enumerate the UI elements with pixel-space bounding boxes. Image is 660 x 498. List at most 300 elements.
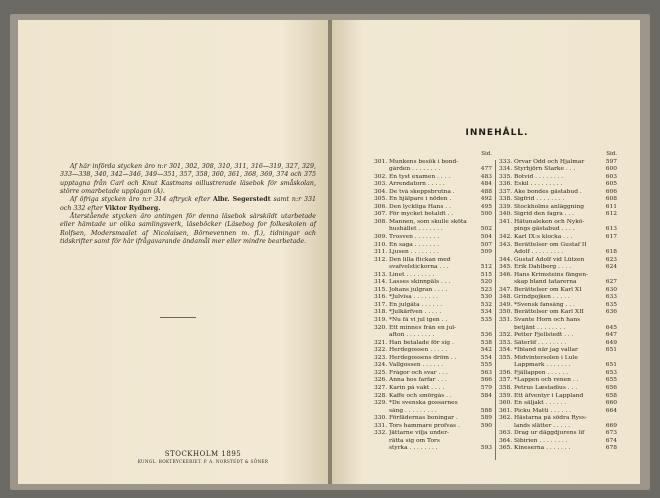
contents-entry bbox=[499, 279, 617, 287]
contents-entry bbox=[499, 159, 617, 167]
entry-page: 566 bbox=[480, 377, 492, 384]
contents-entry bbox=[499, 234, 617, 242]
entry-number: 357. bbox=[499, 377, 513, 384]
entry-page: 653 bbox=[605, 369, 617, 376]
entry-title: *De svenska gossarnes bbox=[389, 400, 458, 407]
note-text: Af öfriga stycken äro n:r 314 aftryck efter bbox=[70, 196, 210, 204]
entry-title: Stockholms anläggning bbox=[514, 203, 585, 210]
contents-entry bbox=[374, 362, 492, 370]
entry-title: Berättelser om Gustaf II bbox=[514, 241, 587, 248]
contents-entry bbox=[499, 264, 617, 272]
contents-entry bbox=[499, 181, 617, 189]
entry-page bbox=[478, 400, 492, 408]
entry-number: 335. bbox=[499, 173, 513, 180]
entry-page: 651 bbox=[605, 362, 617, 369]
entry-title: Picku Matti . . . . . . bbox=[514, 407, 572, 414]
entry-number: 334. bbox=[499, 166, 513, 173]
entry-title: Karl IX:s klocka . . . bbox=[514, 234, 573, 241]
entry-number: 304. bbox=[374, 188, 388, 195]
entry-number: 338. bbox=[499, 196, 513, 203]
contents-entry bbox=[499, 242, 617, 250]
entry-number: 331. bbox=[374, 422, 388, 429]
entry-page: 635 bbox=[605, 301, 617, 308]
contents-entry bbox=[374, 257, 492, 265]
entry-title: svafvelstickorna . . . bbox=[389, 264, 449, 271]
contents-entry bbox=[499, 362, 617, 370]
entry-number: 365. bbox=[499, 445, 513, 452]
contents-entry bbox=[374, 294, 492, 302]
entry-number: 364. bbox=[499, 437, 513, 444]
entry-title: *Nu få vi jul igen . . bbox=[389, 317, 448, 324]
entry-page: 630 bbox=[605, 286, 617, 293]
entry-title: Drag ur däggdjurens lif bbox=[514, 430, 585, 437]
contents-entry bbox=[499, 226, 617, 234]
entry-number: 328. bbox=[374, 392, 388, 399]
entry-title: Orvar Odd och Hjalmar bbox=[514, 158, 585, 165]
contents-entry bbox=[374, 204, 492, 212]
entry-page: 504 bbox=[480, 234, 492, 241]
entry-title: Sigrid den fagra . . . bbox=[514, 211, 574, 218]
entry-number: 340. bbox=[499, 211, 513, 218]
entry-page: 495 bbox=[480, 203, 492, 210]
entry-number: 361. bbox=[499, 407, 513, 414]
contents-entry bbox=[374, 393, 492, 401]
entry-page: 535 bbox=[480, 317, 492, 324]
contents-entry bbox=[374, 196, 492, 204]
entry-number: 329. bbox=[374, 400, 388, 407]
contents-entry bbox=[499, 302, 617, 310]
entry-number: 321. bbox=[374, 339, 388, 346]
contents-entry bbox=[499, 438, 617, 446]
entry-page: 589 bbox=[480, 415, 492, 422]
contents-entry bbox=[499, 385, 617, 393]
author-rydberg: Viktor Rydberg. bbox=[104, 204, 161, 212]
entry-title: rätta sig om Tors bbox=[389, 437, 440, 444]
imprint bbox=[118, 450, 288, 464]
entry-title: Förfädernas boningar . bbox=[389, 415, 458, 422]
entry-page: 606 bbox=[605, 188, 617, 195]
entry-page bbox=[603, 242, 617, 250]
contents-entry bbox=[374, 242, 492, 250]
entry-page: 590 bbox=[480, 422, 492, 429]
contents-entry bbox=[499, 415, 617, 423]
column-divider bbox=[495, 160, 496, 460]
entry-number: 346. bbox=[499, 271, 513, 278]
entry-title: Sibirien . . . . . . . . bbox=[514, 437, 568, 444]
contents-entry bbox=[374, 181, 492, 189]
entry-page: 536 bbox=[480, 332, 492, 339]
contents-entry bbox=[374, 211, 492, 219]
entry-title: Säterlif . . . . . . . . bbox=[514, 339, 567, 346]
entry-page: 523 bbox=[480, 286, 492, 293]
contents-entry bbox=[374, 370, 492, 378]
entry-page bbox=[478, 159, 492, 167]
entry-page: 502 bbox=[480, 226, 492, 233]
entry-page: 658 bbox=[605, 392, 617, 399]
entry-title: Hästarna på södra Ryss- bbox=[514, 415, 587, 422]
contents-entry bbox=[499, 393, 617, 401]
entry-number: 332. bbox=[374, 430, 388, 437]
entry-title: sång . . . . . . . . . bbox=[389, 407, 437, 414]
entry-page: 624 bbox=[605, 264, 617, 271]
contents-entry bbox=[499, 204, 617, 212]
entry-title: Ett minnes från en jul- bbox=[389, 324, 457, 331]
contents-entry bbox=[499, 445, 617, 453]
entry-title: Johans julgran . . . . bbox=[389, 286, 448, 293]
entry-page bbox=[603, 219, 617, 227]
entry-title: Berättelser om Karl XI bbox=[514, 286, 582, 293]
book bbox=[10, 14, 650, 490]
entry-page: 669 bbox=[605, 422, 617, 429]
entry-number: 301. bbox=[374, 158, 388, 165]
entry-title: Frågor och svar . . . bbox=[389, 369, 448, 376]
entry-page: 660 bbox=[605, 400, 617, 407]
entry-title: Kineserna . . . . . . . bbox=[514, 445, 571, 452]
entry-page: 584 bbox=[480, 392, 492, 399]
entry-page: 600 bbox=[605, 166, 617, 173]
entry-title: skap bland tatarerna bbox=[514, 279, 577, 286]
entry-title: lands slätter . . . . . bbox=[514, 422, 571, 429]
divider-rule bbox=[160, 317, 196, 318]
entry-number: 337. bbox=[499, 188, 513, 195]
contents-entry bbox=[374, 302, 492, 310]
contents-entry bbox=[374, 340, 492, 348]
entry-page: 554 bbox=[480, 354, 492, 361]
contents-entry bbox=[499, 347, 617, 355]
page-column-label: Sid. bbox=[606, 151, 617, 157]
note-text: samt n:r 331 och 332 efter bbox=[60, 196, 316, 212]
contents-entry bbox=[499, 317, 617, 325]
contents-entry bbox=[499, 430, 617, 438]
entry-number: 320. bbox=[374, 324, 388, 331]
source-note bbox=[60, 163, 316, 246]
entry-title: Kaffe och smörgås . . bbox=[389, 392, 452, 399]
contents-entry bbox=[499, 370, 617, 378]
entry-page: 674 bbox=[605, 437, 617, 444]
entry-number: 303. bbox=[374, 181, 388, 188]
contents-entry bbox=[374, 226, 492, 234]
entry-number: 355. bbox=[499, 354, 513, 361]
entry-number: 319. bbox=[374, 317, 388, 324]
page-column-label: Sid. bbox=[481, 151, 492, 157]
entry-number: 316. bbox=[374, 294, 388, 301]
entry-page: 664 bbox=[605, 407, 617, 414]
contents-entry bbox=[499, 166, 617, 174]
entry-page: 649 bbox=[605, 339, 617, 346]
entry-number: 342. bbox=[499, 234, 513, 241]
entry-page: 673 bbox=[605, 430, 617, 437]
entry-page: 500 bbox=[480, 211, 492, 218]
entry-page bbox=[478, 430, 492, 438]
entry-number: 352. bbox=[499, 332, 513, 339]
entry-page: 655 bbox=[605, 377, 617, 384]
contents-entry bbox=[374, 347, 492, 355]
contents-entry bbox=[499, 249, 617, 257]
contents-entry bbox=[374, 174, 492, 182]
entry-title: Ljusen . . . . . . . . bbox=[389, 249, 439, 256]
entry-number: 315. bbox=[374, 286, 388, 293]
entry-title: Petter Fjellstedt . . . bbox=[514, 332, 574, 339]
entry-number: 347. bbox=[499, 286, 513, 293]
entry-title: En saga . . . . . . . bbox=[389, 241, 439, 248]
contents-entry bbox=[499, 287, 617, 295]
entry-number: 348. bbox=[499, 294, 513, 301]
entry-title: Åke bondes gästabud . bbox=[514, 188, 582, 195]
contents-entry bbox=[499, 189, 617, 197]
entry-number: 349. bbox=[499, 301, 513, 308]
entry-page: 483 bbox=[480, 173, 492, 180]
left-page bbox=[18, 20, 328, 484]
entry-title: hushållet . . . . . . . bbox=[389, 226, 443, 233]
contents-entry bbox=[499, 257, 617, 265]
note-paragraph-2 bbox=[60, 196, 316, 213]
entry-number: 360. bbox=[499, 400, 513, 407]
entry-page: 538 bbox=[480, 339, 492, 346]
entry-title: gården . . . . . . . . bbox=[389, 166, 441, 173]
entry-title: Hans Krimsteins fängen- bbox=[514, 271, 589, 278]
contents-entry bbox=[499, 196, 617, 204]
contents-entry bbox=[499, 325, 617, 333]
entry-title: Munkens besök i bond- bbox=[389, 158, 459, 165]
entry-number: 326. bbox=[374, 377, 388, 384]
entry-page: 656 bbox=[605, 384, 617, 391]
entry-number: 302. bbox=[374, 173, 388, 180]
entry-title: *Julvisa . . . . . . . bbox=[389, 294, 438, 301]
entry-number: 356. bbox=[499, 369, 513, 376]
entry-page: 623 bbox=[605, 256, 617, 263]
entry-number: 318. bbox=[374, 309, 388, 316]
contents-entry bbox=[374, 400, 492, 408]
entry-number: 305. bbox=[374, 196, 388, 203]
contents-entry bbox=[499, 332, 617, 340]
contents-entry bbox=[374, 438, 492, 446]
entry-page: 520 bbox=[480, 279, 492, 286]
contents-entry bbox=[499, 377, 617, 385]
entry-page: 605 bbox=[605, 181, 617, 188]
entry-page: 603 bbox=[605, 173, 617, 180]
entry-title: Eskil . . . . . . . . . bbox=[514, 181, 563, 188]
entry-page bbox=[603, 272, 617, 280]
contents-entry bbox=[374, 332, 492, 340]
entry-number: 307. bbox=[374, 211, 388, 218]
entry-page: 477 bbox=[480, 166, 492, 173]
entry-number: 313. bbox=[374, 271, 388, 278]
entry-title: *Svensk fansång . . . bbox=[514, 301, 575, 308]
entry-title: pings gästabud . . . . bbox=[514, 226, 575, 233]
entry-number: 345. bbox=[499, 264, 513, 271]
entry-page bbox=[478, 438, 492, 446]
entry-number: 306. bbox=[374, 203, 388, 210]
entry-title: *Julkärfven . . . . . bbox=[389, 309, 442, 316]
entry-page bbox=[603, 355, 617, 363]
entry-number: 333. bbox=[499, 158, 513, 165]
entry-title: Han betalade för sig . bbox=[389, 339, 454, 346]
entry-number: 308. bbox=[374, 218, 388, 225]
entry-number: 310. bbox=[374, 241, 388, 248]
entry-page: 636 bbox=[605, 309, 617, 316]
entry-number: 351. bbox=[499, 317, 513, 324]
entry-page: 534 bbox=[480, 309, 492, 316]
entry-number: 322. bbox=[374, 347, 388, 354]
entry-number: 327. bbox=[374, 384, 388, 391]
entry-page: 579 bbox=[480, 384, 492, 391]
entry-title: *Lappen och renen . . bbox=[514, 377, 579, 384]
contents-entry bbox=[374, 249, 492, 257]
contents-entry bbox=[374, 415, 492, 423]
entry-page: 611 bbox=[605, 203, 617, 210]
contents-entry bbox=[499, 272, 617, 280]
entry-page bbox=[478, 257, 492, 265]
entry-title: Lappmark . . . . . . . bbox=[514, 362, 571, 369]
entry-title: Den lyckliga Hans . . bbox=[389, 203, 451, 210]
contents-entry bbox=[374, 272, 492, 280]
contents-entry bbox=[499, 219, 617, 227]
entry-number: 343. bbox=[499, 241, 513, 248]
entry-number: 312. bbox=[374, 256, 388, 263]
entry-title: Petrus Læstadius . . . bbox=[514, 384, 578, 391]
contents-entry bbox=[374, 189, 492, 197]
entry-title: Karin på vakt . . . . bbox=[389, 384, 445, 391]
entry-title: Herdegossen . . . . . bbox=[389, 347, 448, 354]
entry-title: betjänt . . . . . . . . bbox=[514, 324, 566, 331]
entry-number: 358. bbox=[499, 384, 513, 391]
note-paragraph-3: Återstående stycken äro antingen för denna läsebok särskildt utarbetade eller hämtade ur olika samlingsverk, läseböcker (Läsebog for folkeskolen af Rolfsen, Modersmaalet af Nicolaisen, Börnevennen m. fl.), tidningar och tidskrifter samt för här ifrågavarande ändamål mer eller mindre bearbetade. bbox=[60, 213, 316, 246]
contents-entry bbox=[374, 430, 492, 438]
entry-title: Lasses skinnpäls . . . bbox=[389, 279, 451, 286]
entry-title: Mannen, som skulle sköta bbox=[389, 218, 467, 225]
entry-page: 612 bbox=[605, 211, 617, 218]
entry-page: 645 bbox=[605, 324, 617, 331]
contents-entry bbox=[374, 159, 492, 167]
contents-entry bbox=[374, 317, 492, 325]
contents-entry bbox=[499, 294, 617, 302]
entry-page: 678 bbox=[605, 445, 617, 452]
contents-entry bbox=[374, 377, 492, 385]
entry-number: 344. bbox=[499, 256, 513, 263]
entry-number: 336. bbox=[499, 181, 513, 188]
entry-page: 555 bbox=[480, 362, 492, 369]
entry-number: 350. bbox=[499, 309, 513, 316]
entry-title: Sigfrid . . . . . . . . bbox=[514, 196, 565, 203]
entry-page: 530 bbox=[480, 294, 492, 301]
entry-title: Vallgossen . . . . . . bbox=[389, 362, 444, 369]
entry-page: 651 bbox=[605, 347, 617, 354]
entry-title: Svante Horn och hans bbox=[514, 317, 581, 324]
entry-title: Hätunaleken och Nykö- bbox=[514, 218, 585, 225]
entry-number: 311. bbox=[374, 249, 388, 256]
contents-entry bbox=[499, 309, 617, 317]
entry-page: 618 bbox=[605, 249, 617, 256]
entry-number: 330. bbox=[374, 415, 388, 422]
entry-page: 532 bbox=[480, 301, 492, 308]
entry-number: 359. bbox=[499, 392, 513, 399]
contents-entry bbox=[374, 287, 492, 295]
note-paragraph-1: Af här införda stycken äro n:r 301, 302, 308, 310, 311, 316—319, 327, 329, 333—338, 340, 342—346, 349—351, 357, 358, 360, 361, 368, 369, 374 och 375 upptagna från Carl och Knut Kastmans oillustrerade läsebok för småskolan, större omarbetade upplagan (A). bbox=[60, 163, 316, 196]
entry-page: 484 bbox=[480, 181, 492, 188]
contents-entry bbox=[374, 423, 492, 431]
entry-title: Arrendatorn . . . . . bbox=[389, 181, 445, 188]
entry-title: En hjälpare i nöden . bbox=[389, 196, 452, 203]
contents-entry bbox=[374, 279, 492, 287]
contents-entry bbox=[499, 400, 617, 408]
entry-page: 593 bbox=[480, 445, 492, 452]
entry-title: Styrbjörn Starke . . . bbox=[514, 166, 576, 173]
entry-number: 324. bbox=[374, 362, 388, 369]
entry-page: 515 bbox=[480, 271, 492, 278]
entry-title: Trosven . . . . . . . bbox=[389, 234, 440, 241]
author-segerstedt: Albr. Segerstedt bbox=[212, 196, 271, 204]
entry-title: Den lilla flickan med bbox=[389, 256, 451, 263]
imprint-city: STOCKHOLM 1895 bbox=[164, 450, 242, 458]
entry-title: Erik Dahlberg . . . . bbox=[514, 264, 572, 271]
contents-entry bbox=[499, 340, 617, 348]
entry-title: Adolf . . . . . . . . . bbox=[514, 249, 564, 256]
entry-title: Midvintersolen i Lule bbox=[514, 354, 578, 361]
entry-title: För mycket betaldt . . bbox=[389, 211, 454, 218]
entry-page: 507 bbox=[480, 241, 492, 248]
entry-page: 613 bbox=[605, 226, 617, 233]
entry-number: 354. bbox=[499, 347, 513, 354]
entry-page: 633 bbox=[605, 294, 617, 301]
entry-number: 309. bbox=[374, 234, 388, 241]
entry-page: 588 bbox=[480, 407, 492, 414]
entry-title: Ett äfventyr i Lappland bbox=[514, 392, 584, 399]
entry-page: 627 bbox=[605, 279, 617, 286]
entry-title: Linet . . . . . . . . bbox=[389, 271, 435, 278]
contents-entry bbox=[374, 385, 492, 393]
contents-entry bbox=[374, 234, 492, 242]
contents-entry bbox=[374, 166, 492, 174]
entry-title: En säljakt . . . . . . bbox=[514, 400, 567, 407]
contents-entry bbox=[499, 211, 617, 219]
entry-title: Herdegossens dröm . . bbox=[389, 354, 457, 361]
entry-title: styrka . . . . . . . . bbox=[389, 445, 438, 452]
entry-title: De två skeppsbrutna . bbox=[389, 188, 455, 195]
entry-page bbox=[478, 219, 492, 227]
right-page bbox=[332, 20, 640, 484]
contents-entry bbox=[499, 355, 617, 363]
contents-column-1 bbox=[374, 151, 492, 453]
entry-title: En tyst examen . . . . bbox=[389, 173, 451, 180]
contents-entry bbox=[374, 408, 492, 416]
contents-entry bbox=[374, 264, 492, 272]
entry-title: En julgåta . . . . . . bbox=[389, 301, 443, 308]
entry-title: Botvid . . . . . . . . bbox=[514, 173, 564, 180]
entry-title: afton . . . . . . . . bbox=[389, 332, 435, 339]
entry-page: 488 bbox=[480, 188, 492, 195]
entry-page: 492 bbox=[480, 196, 492, 203]
contents-entry bbox=[374, 219, 492, 227]
entry-title: Grindpojken . . . . . bbox=[514, 294, 570, 301]
entry-page: 512 bbox=[480, 264, 492, 271]
entry-number: 339. bbox=[499, 203, 513, 210]
entry-number: 362. bbox=[499, 415, 513, 422]
contents-title: INNEHÅLL. bbox=[465, 128, 529, 138]
entry-title: Tors hammare profvas . bbox=[389, 422, 460, 429]
entry-number: 317. bbox=[374, 301, 388, 308]
entry-number: 325. bbox=[374, 369, 388, 376]
entry-page bbox=[603, 317, 617, 325]
contents-entry bbox=[374, 445, 492, 453]
entry-number: 341. bbox=[499, 218, 513, 225]
entry-title: Berättelser om Karl XII bbox=[514, 309, 584, 316]
contents-column-2 bbox=[499, 151, 617, 453]
entry-number: 323. bbox=[374, 354, 388, 361]
entry-page: 509 bbox=[480, 249, 492, 256]
entry-page: 563 bbox=[480, 369, 492, 376]
contents-entry bbox=[374, 325, 492, 333]
entry-page: 647 bbox=[605, 332, 617, 339]
